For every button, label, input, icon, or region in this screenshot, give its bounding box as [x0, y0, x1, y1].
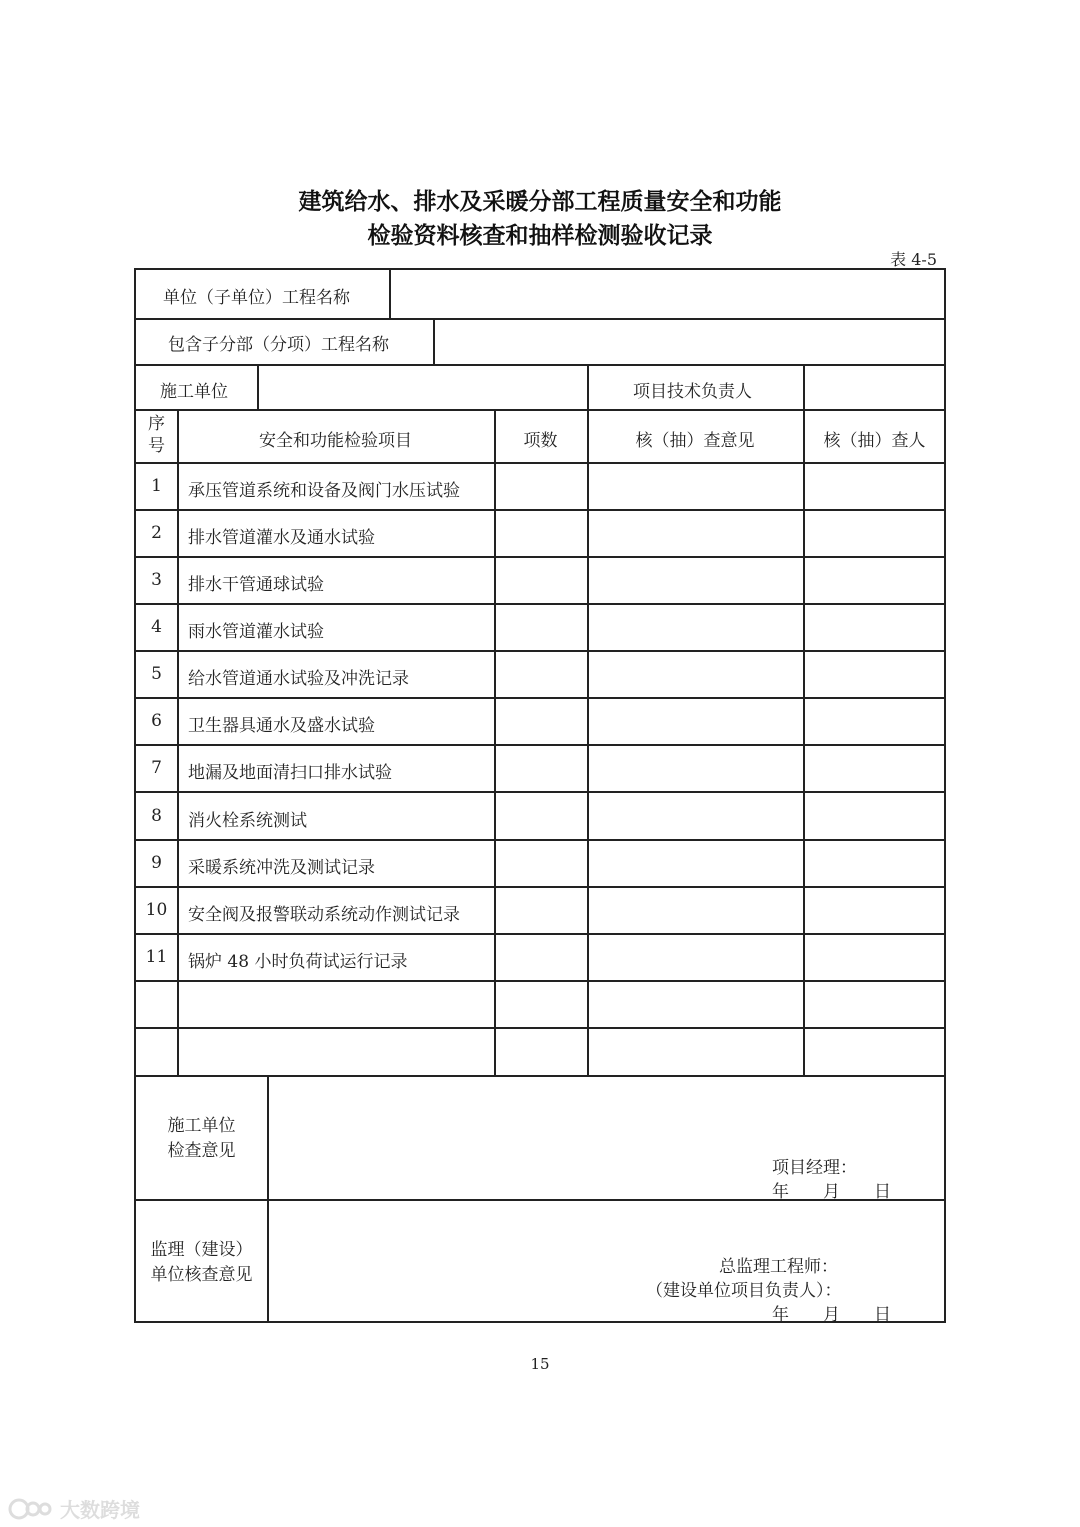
row-6-no: 6 — [151, 711, 162, 731]
construction-date: 年 月 日 — [772, 1182, 891, 1202]
row-divider — [136, 933, 946, 935]
row-10-item: 安全阀及报警联动系统动作测试记录 — [188, 905, 460, 925]
row-5-item: 给水管道通水试验及冲洗记录 — [188, 669, 409, 689]
row-3-item: 排水干管通球试验 — [188, 575, 324, 595]
row-1-no: 1 — [151, 476, 162, 496]
row-7-no: 7 — [151, 758, 162, 778]
col-seq-header — [136, 413, 177, 457]
unit-name-label: 单位（子单位）工程名称 — [163, 288, 350, 308]
row-9-item: 采暖系统冲洗及测试记录 — [188, 858, 375, 878]
row-divider — [136, 791, 946, 793]
col-opinion-header: 核（抽）查意见 — [635, 431, 755, 451]
document-title-line1: 建筑给水、排水及采暖分部工程质量安全和功能 — [298, 189, 782, 215]
row-11-no: 11 — [145, 947, 168, 967]
row-11-item: 锅炉 48 小时负荷试运行记录 — [188, 952, 408, 972]
column-divider — [433, 318, 435, 364]
row-2-no: 2 — [151, 523, 162, 543]
column-divider — [587, 364, 589, 409]
row-3-no: 3 — [151, 570, 162, 590]
column-divider — [177, 409, 179, 1075]
row-divider — [136, 509, 946, 511]
construction-check-label-line2: 检查意见 — [167, 1141, 236, 1161]
col-seq-char1: 序 — [148, 414, 165, 434]
row-divider — [136, 409, 946, 411]
row-2-item: 排水管道灌水及通水试验 — [188, 528, 375, 548]
row-divider — [136, 556, 946, 558]
row-5-no: 5 — [151, 664, 162, 684]
sub-project-label: 包含子分部（分项）工程名称 — [168, 335, 389, 355]
row-divider — [136, 318, 946, 320]
row-divider — [136, 1075, 946, 1077]
col-count-header: 项数 — [523, 431, 558, 451]
watermark-text: 大数跨境 — [60, 1498, 140, 1522]
chief-supervisor-label: 总监理工程师： — [719, 1257, 838, 1277]
row-divider — [136, 650, 946, 652]
column-divider — [587, 409, 589, 1075]
row-divider — [136, 1027, 946, 1029]
page-number: 15 — [530, 1355, 550, 1373]
watermark-logo-icon — [8, 1497, 54, 1521]
row-8-item: 消火栓系统测试 — [188, 811, 307, 831]
construction-check-label-line1: 施工单位 — [167, 1116, 236, 1136]
column-divider — [257, 364, 259, 409]
column-divider — [803, 364, 805, 1075]
row-divider — [136, 697, 946, 699]
row-4-item: 雨水管道灌水试验 — [188, 622, 324, 642]
row-divider — [136, 462, 946, 464]
column-divider — [267, 1075, 269, 1323]
col-item-header: 安全和功能检验项目 — [259, 431, 412, 451]
column-divider — [494, 409, 496, 1075]
row-1-item: 承压管道系统和设备及阀门水压试验 — [188, 481, 460, 501]
project-manager-label: 项目经理： — [772, 1158, 857, 1178]
row-10-no: 10 — [145, 900, 168, 920]
row-7-item: 地漏及地面清扫口排水试验 — [188, 763, 392, 783]
table-number: 表 4-5 — [890, 250, 937, 269]
supervision-check-label — [136, 1238, 267, 1288]
row-8-no: 8 — [151, 806, 162, 826]
construction-unit-label: 施工单位 — [160, 382, 228, 402]
construction-check-label — [136, 1114, 267, 1164]
owner-representative-label: （建设单位项目负责人）： — [646, 1281, 842, 1301]
watermark — [8, 1494, 140, 1523]
row-divider — [136, 603, 946, 605]
col-checker-header: 核（抽）查人 — [823, 431, 926, 451]
supervision-check-label-line1: 监理（建设） — [150, 1240, 253, 1260]
row-9-no: 9 — [151, 853, 162, 873]
supervision-check-label-line2: 单位核查意见 — [150, 1265, 253, 1285]
document-title-line2: 检验资料核查和抽样检测验收记录 — [367, 223, 713, 249]
row-6-item: 卫生器具通水及盛水试验 — [188, 716, 375, 736]
row-divider — [136, 839, 946, 841]
row-4-no: 4 — [151, 617, 162, 637]
row-divider — [136, 744, 946, 746]
row-divider — [136, 980, 946, 982]
inspection-form-table — [134, 268, 946, 1323]
column-divider — [389, 270, 391, 318]
col-seq-char2: 号 — [148, 436, 165, 456]
tech-lead-label: 项目技术负责人 — [633, 382, 752, 402]
supervision-date: 年 月 日 — [772, 1305, 891, 1325]
row-divider — [136, 886, 946, 888]
